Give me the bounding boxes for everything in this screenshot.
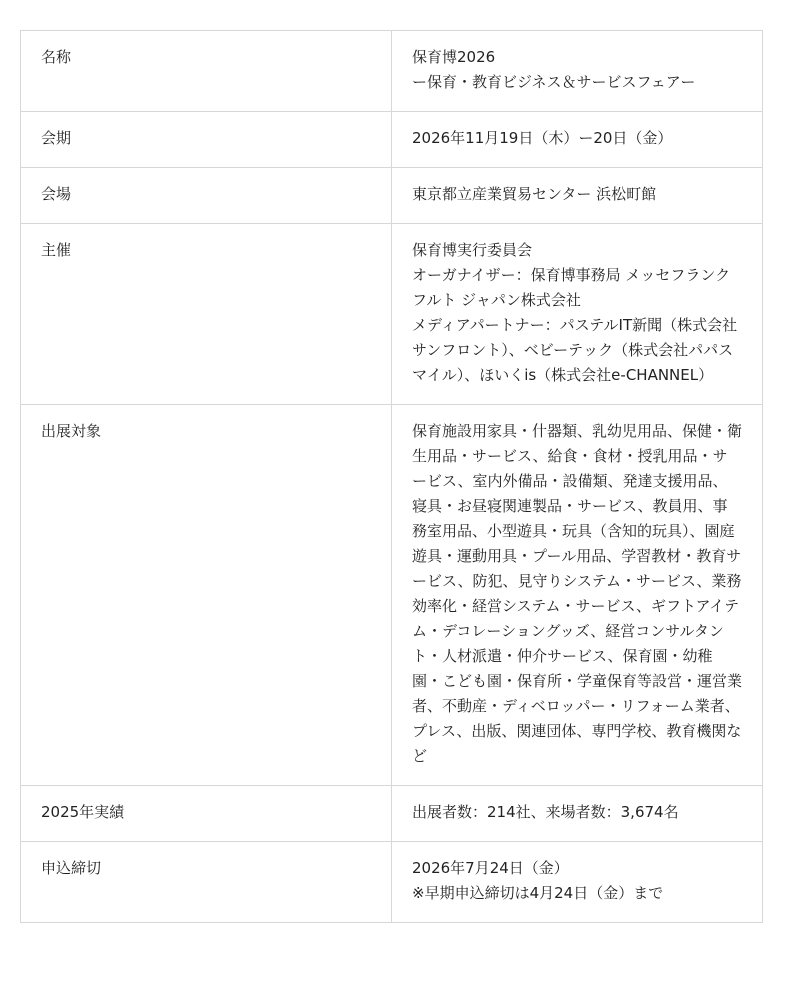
row-value-deadline bbox=[392, 842, 763, 923]
value-line: 保育施設用家具・什器類、乳幼児用品、保健・衛生用品・サービス、給食・食材・授乳用品・サービス、室内外備品・設備類、発達支援用品、寝具・お昼寝関連製品・サービス、教員用、事務室用品、小型遊具・玩具（含知的玩具）、園庭遊具・運動用具・プール用品、学習教材・教育サービス、防犯、見守りシステム・サービス、業務効率化・経営システム・サービス、ギフトアイテム・デコレーショングッズ、経営コンサルタント・人材派遣・仲介サービス、保育園・幼稚園・こども園・保育所・学童保育等設営・運営業者、不動産・ディベロッパー・リフォーム業者、プレス、出版、関連団体、専門学校、教育機関など bbox=[412, 422, 743, 765]
row-value-exhibit-targets bbox=[392, 405, 763, 786]
row-label-period: 会期 bbox=[21, 112, 392, 168]
value-line: 保育博2026 bbox=[412, 48, 496, 66]
row-label-venue: 会場 bbox=[21, 168, 392, 224]
row-label-results-2025: 2025年実績 bbox=[21, 786, 392, 842]
table-row bbox=[21, 31, 763, 112]
table-row bbox=[21, 168, 763, 224]
value-line: オーガナイザー：保育博事務局 メッセフランクフルト ジャパン株式会社 bbox=[412, 266, 731, 309]
table-row bbox=[21, 786, 763, 842]
row-value-period bbox=[392, 112, 763, 168]
row-label-deadline: 申込締切 bbox=[21, 842, 392, 923]
value-line: メディアパートナー：パステルIT新聞（株式会社サンフロント）、ベビーテック（株式会社パパスマイル）、ほいくis（株式会社e-CHANNEL） bbox=[412, 316, 738, 384]
value-line: 東京都立産業貿易センター 浜松町館 bbox=[412, 185, 657, 203]
value-line: ※早期申込締切は4月24日（金）まで bbox=[412, 884, 664, 902]
row-value-venue bbox=[392, 168, 763, 224]
row-label-exhibit-targets: 出展対象 bbox=[21, 405, 392, 786]
value-line: 出展者数：214社、来場者数：3,674名 bbox=[412, 803, 679, 821]
row-value-name bbox=[392, 31, 763, 112]
exhibition-info-table bbox=[20, 30, 763, 923]
value-line: 2026年11月19日（木）ー20日（金） bbox=[412, 129, 673, 147]
row-label-organizer: 主催 bbox=[21, 224, 392, 405]
table-row bbox=[21, 842, 763, 923]
row-value-organizer bbox=[392, 224, 763, 405]
table-row bbox=[21, 224, 763, 405]
table-row bbox=[21, 405, 763, 786]
row-label-name: 名称 bbox=[21, 31, 392, 112]
value-line: ー保育・教育ビジネス＆サービスフェアー bbox=[412, 73, 696, 91]
value-line: 2026年7月24日（金） bbox=[412, 859, 569, 877]
value-line: 保育博実行委員会 bbox=[412, 241, 533, 259]
table-row bbox=[21, 112, 763, 168]
row-value-results-2025 bbox=[392, 786, 763, 842]
